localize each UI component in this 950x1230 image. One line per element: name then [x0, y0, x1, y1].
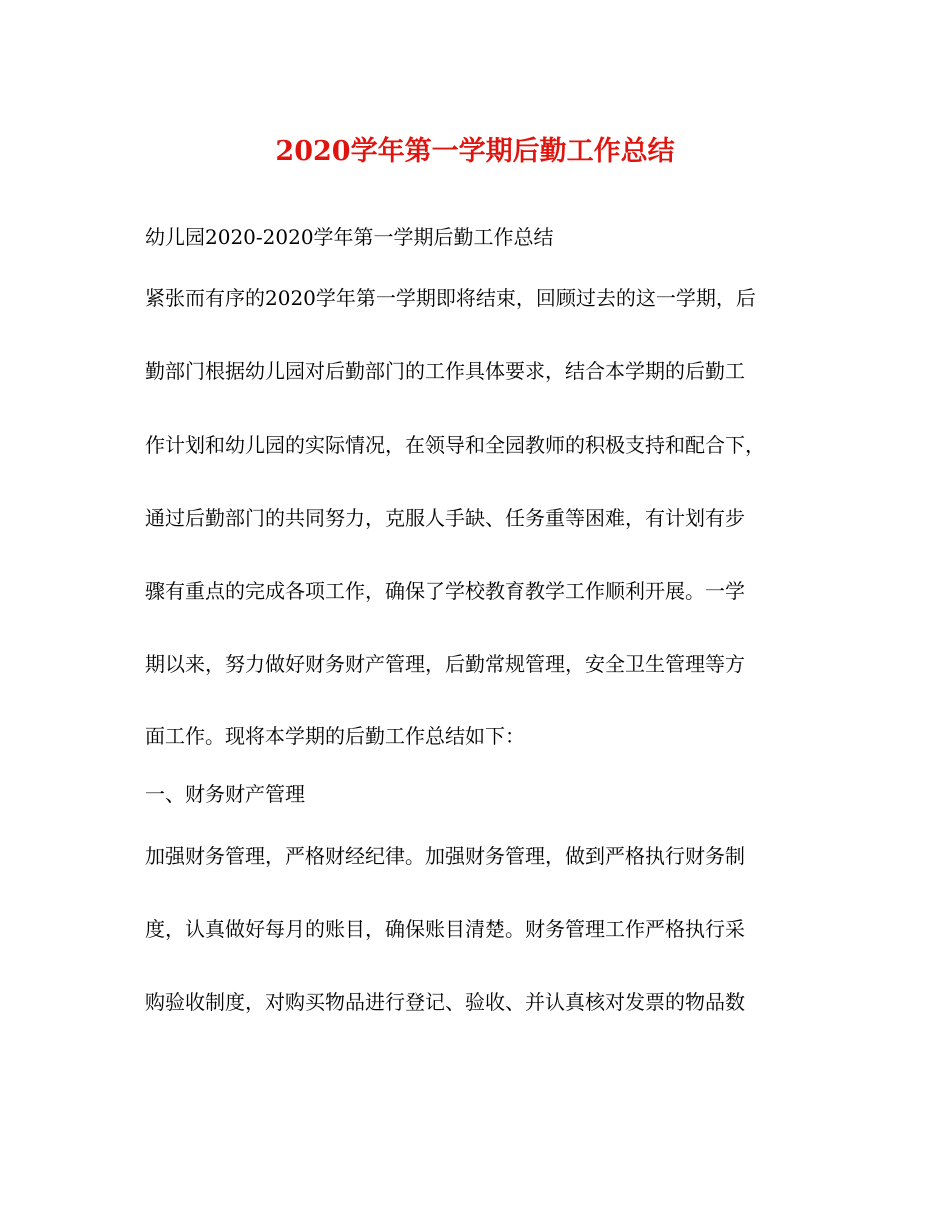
body-line: 勤部门根据幼儿园对后勤部门的工作具体要求，结合本学期的后勤工	[145, 359, 745, 383]
subtitle-line: 幼儿园2020-2020学年第一学期后勤工作总结	[145, 225, 554, 249]
body-line: 期以来，努力做好财务财产管理，后勤常规管理，安全卫生管理等方	[145, 652, 745, 676]
section-heading: 一、财务财产管理	[145, 782, 305, 806]
body-line: 购验收制度，对购买物品进行登记、验收、并认真核对发票的物品数	[145, 990, 745, 1014]
body-line: 面工作。现将本学期的后勤工作总结如下：	[145, 724, 525, 748]
body-line: 紧张而有序的2020学年第一学期即将结束，回顾过去的这一学期，后	[145, 286, 756, 310]
body-line: 度，认真做好每月的账目，确保账目清楚。财务管理工作严格执行采	[145, 917, 745, 941]
body-line: 通过后勤部门的共同努力，克服人手缺、任务重等困难，有计划有步	[145, 506, 745, 530]
document-title: 2020学年第一学期后勤工作总结	[275, 136, 675, 167]
body-line: 骤有重点的完成各项工作，确保了学校教育教学工作顺利开展。一学	[145, 579, 745, 603]
body-line: 加强财务管理，严格财经纪律。加强财务管理，做到严格执行财务制	[145, 844, 745, 868]
body-line: 作计划和幼儿园的实际情况，在领导和全园教师的积极支持和配合下，	[145, 433, 765, 457]
